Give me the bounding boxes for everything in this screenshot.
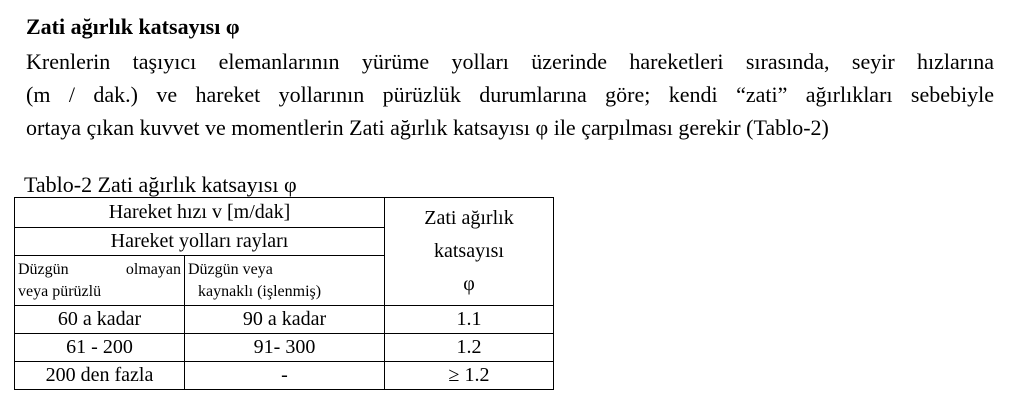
uneven-rail-header-line: veya pürüzlü [18, 282, 102, 300]
uneven-rail-header-line: Düzgün olmayan [18, 260, 181, 278]
table-row [15, 306, 554, 334]
smooth-speed-cell: 91- 300 [185, 334, 385, 362]
body-paragraph [26, 45, 994, 144]
uneven-speed-cell: 61 - 200 [15, 334, 185, 362]
speed-header: Hareket hızı v [m/dak] [15, 198, 385, 228]
phi-value-cell: 1.1 [385, 306, 554, 334]
smooth-speed-cell: - [185, 362, 385, 390]
coefficient-header-line: φ [463, 273, 475, 295]
table-caption: Tablo-2 Zati ağırlık katsayısı φ [24, 172, 297, 197]
weight-coefficient-table [14, 197, 554, 390]
coefficient-header [385, 198, 554, 306]
rails-header: Hareket yolları rayları [15, 228, 385, 256]
smooth-speed-cell: 90 a kadar [185, 306, 385, 334]
paragraph-line: Krenlerin taşıyıcı elemanlarının yürüme yolları üzerinde hareketleri sırasında, seyir hızlarına [26, 49, 994, 74]
smooth-rail-header-line: kaynaklı (işlenmiş) [198, 282, 322, 300]
paragraph-line: ortaya çıkan kuvvet ve momentlerin Zati ağırlık katsayısı φ ile çarpılması gerekir (Tablo-2) [26, 115, 829, 140]
uneven-speed-cell: 60 a kadar [15, 306, 185, 334]
uneven-rail-header [15, 256, 185, 306]
table-row [15, 362, 554, 390]
table-header-row [15, 198, 554, 228]
smooth-rail-header-line: Düzgün veya [188, 260, 273, 278]
phi-value-cell: 1.2 [385, 334, 554, 362]
section-heading: Zati ağırlık katsayısı φ [26, 14, 240, 39]
coefficient-header-line: Zati ağırlık [424, 207, 514, 229]
table-row [15, 334, 554, 362]
uneven-speed-cell: 200 den fazla [15, 362, 185, 390]
paragraph-line: (m / dak.) ve hareket yollarının pürüzlük durumlarına göre; kendi “zati” ağırlıkları sebebiyle [26, 82, 994, 107]
coefficient-header-line: katsayısı [434, 240, 504, 262]
phi-value-cell: ≥ 1.2 [385, 362, 554, 390]
smooth-rail-header [185, 256, 385, 306]
